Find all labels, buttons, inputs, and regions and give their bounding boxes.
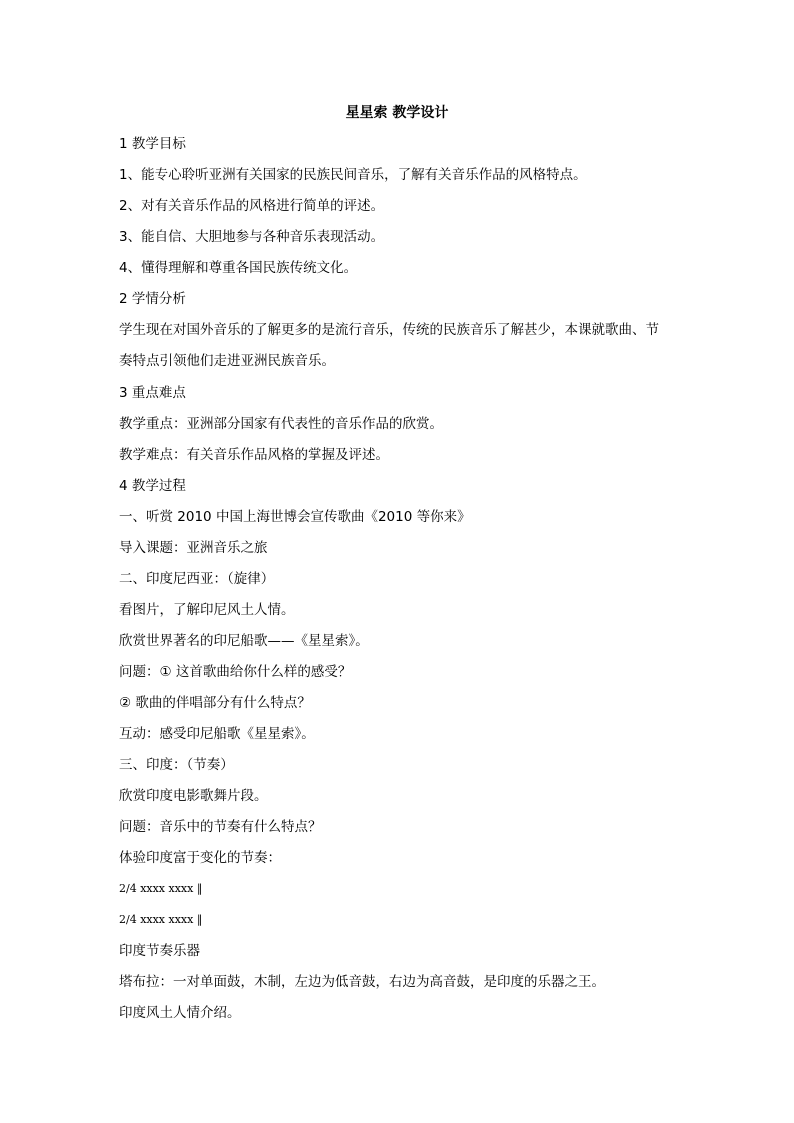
question-line-2: ② 歌曲的伴唱部分有什么特点？ xyxy=(119,695,311,711)
objective-item-4: 4、懂得理解和尊重各国民族传统文化。 xyxy=(119,260,358,276)
question-line-1: 问题：① 这首歌曲给你什么样的感受？ xyxy=(119,664,352,680)
process-line: 欣赏印度电影歌舞片段。 xyxy=(119,788,268,804)
rhythm-intro-line: 体验印度富于变化的节奏： xyxy=(119,850,281,866)
objective-item-1: 1、能专心聆听亚洲有关国家的民族民间音乐，了解有关音乐作品的风格特点。 xyxy=(119,167,587,183)
document-title: 星星索 教学设计 xyxy=(345,105,449,121)
question-line-3: 问题：音乐中的节奏有什么特点？ xyxy=(119,819,322,835)
difficulty-line: 教学难点：有关音乐作品风格的掌握及评述。 xyxy=(119,447,389,463)
section-heading-objectives: 1 教学目标 xyxy=(119,136,186,152)
process-line: 欣赏世界著名的印尼船歌——《星星索》。 xyxy=(119,633,369,649)
customs-intro-line: 印度风土人情介绍。 xyxy=(119,1005,241,1021)
intro-topic-line: 导入课题：亚洲音乐之旅 xyxy=(119,540,268,556)
section-heading-key-points: 3 重点难点 xyxy=(119,385,186,401)
tabla-description: 塔布拉：一对单面鼓，木制，左边为低音鼓，右边为高音鼓，是印度的乐器之王。 xyxy=(119,974,605,990)
interaction-line: 互动：感受印尼船歌《星星索》。 xyxy=(119,726,315,742)
key-point-line: 教学重点：亚洲部分国家有代表性的音乐作品的欣赏。 xyxy=(119,416,443,432)
process-step-1: 一、听赏 2010 中国上海世博会宣传歌曲《2010 等你来》 xyxy=(119,509,471,525)
rhythm-notation-2: 2/4 xxxx xxxx ‖ xyxy=(119,913,203,926)
objective-item-3: 3、能自信、大胆地参与各种音乐表现活动。 xyxy=(119,229,385,245)
section-heading-process: 4 教学过程 xyxy=(119,478,186,494)
rhythm-notation-1: 2/4 xxxx xxxx ‖ xyxy=(119,882,203,895)
instrument-heading: 印度节奏乐器 xyxy=(119,943,200,959)
process-step-2: 二、印度尼西亚：（旋律） xyxy=(119,571,275,587)
analysis-paragraph-line-1: 学生现在对国外音乐的了解更多的是流行音乐，传统的民族音乐了解甚少，本课就歌曲、节 xyxy=(119,322,659,338)
process-line: 看图片，了解印尼风土人情。 xyxy=(119,602,295,618)
section-heading-analysis: 2 学情分析 xyxy=(119,291,186,307)
analysis-paragraph-line-2: 奏特点引领他们走进亚洲民族音乐。 xyxy=(119,353,335,369)
objective-item-2: 2、对有关音乐作品的风格进行简单的评述。 xyxy=(119,198,385,214)
process-step-3: 三、印度：（节奏） xyxy=(119,757,234,773)
